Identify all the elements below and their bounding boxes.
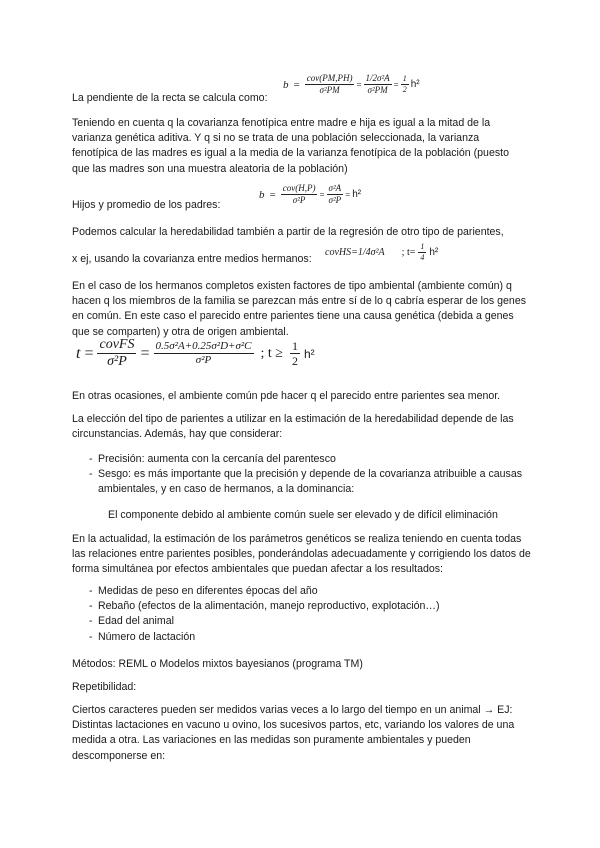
eq1-lhs: b	[283, 78, 289, 91]
paragraph-choice-relatives: La elección del tipo de parientes a utilizar en la estimación de la heredabilidad depende de las circunstancias. Además, hay que considerar:	[72, 413, 514, 441]
paragraph-covariance: Teniendo en cuenta q la covarianza fenotípica entre madre e hija es igual a la mitad de la varianza genética aditiva. Y q si no se trata de una población seleccionada, la varianza fenotípica de las madres es igual a la media de la varianza fenotípica de la población (puesto que las madres son una muestra aleatoria de la población)	[72, 117, 509, 175]
eq1-fraction-1: $\frac{\text{cov(PM,PH)}}{\text{σ²PM}}$	[306, 73, 353, 95]
list-item: - Medidas de peso en diferentes épocas del año	[72, 584, 532, 599]
paragraph-common-environment: En otras ocasiones, el ambiente común pde hacer q el parecido entre parientes sea menor.	[72, 390, 501, 402]
equation-full-sibs: t = $\frac{\text{covFS}}{\text{σ²P}}$ = $\frac{\text{0.5σ²A+0.25σ²D+σ²C}}{\text{σ²P}}$ ; t ≥ $\frac{1}{2}$ h²	[76, 337, 315, 369]
indented-note: El componente debido al ambiente común suele ser elevado y de difícil eliminación	[108, 509, 498, 521]
eq4-fraction-1: $\frac{\text{covFS}}{\text{σ²P}}$	[99, 337, 135, 369]
eq2-fraction-1: $\frac{\text{cov(H,P)}}{\text{σ²P}}$	[282, 183, 316, 205]
list-item: - Precisión: aumenta con la cercanía del parentesco	[72, 452, 532, 467]
eq3-quarter: $\frac{1}{4}$	[420, 242, 425, 262]
environmental-effects-list	[72, 584, 532, 645]
eq4-fraction-2: $\frac{\text{0.5σ²A+0.25σ²D+σ²C}}{\text{σ²P}}$	[155, 340, 252, 366]
list-item: - Sesgo: es más importante que la precisión y depende de la covarianza atribuible a causas ambientales, y en caso de hermanos, a la dominancia:	[72, 467, 532, 497]
eq1-fraction-2: $\frac{\text{1/2σ²A}}{\text{σ²PM}}$	[365, 73, 390, 95]
equation-slope: b = $\frac{\text{cov(PM,PH)}}{\text{σ²PM}}$ = $\frac{\text{1/2σ²A}}{\text{σ²PM}}$ = $\frac{1}{2}$ h²	[283, 73, 420, 95]
paragraph-full-sibs: En el caso de los hermanos completos existen factores de tipo ambiental (ambiente común) q hacen q los miembros de la familia se parezcan más entre sí de lo q cabría esperar de los genes en común. En este caso el parecido entre parientes tiene una causa genética (debida a genes que se comparten) y otra de origen ambiental.	[72, 280, 527, 338]
list-item: - Edad del animal	[72, 614, 532, 629]
eq2-fraction-2: $\frac{\text{σ²A}}{\text{σ²P}}$	[328, 183, 342, 205]
list-item: - Número de lactación	[72, 630, 532, 645]
paragraph-repeatability: Ciertos caracteres pueden ser medidos varias veces a lo largo del tiempo en un animal → EJ: Distintas lactaciones en vacuno u ovino, los sucesivos partos, etc, variando los valores de una medida a otra. Las variaciones en las medidas son puramente ambientales y pueden descomponerse en:	[72, 704, 515, 762]
paragraph-methods: Métodos: REML o Modelos mixtos bayesianos (programa TM)	[72, 658, 363, 670]
considerations-list	[72, 452, 532, 498]
eq3-lead: x ej, usando la covarianza entre medios hermanos:	[72, 253, 312, 265]
eq4-half: $\frac{1}{2}$	[291, 339, 298, 368]
equation-half-sibs: covHS=1/4σ²A ; t= $\frac{1}{4}$ h²	[325, 242, 439, 262]
paragraph-estimation: En la actualidad, la estimación de los parámetros genéticos se realiza teniendo en cuenta todas las relaciones entre parientes posibles, ponderándolas adecuadamente y corrigiendo los datos de forma simultánea por efectos ambientales que puedan afectar a los resultados:	[72, 533, 531, 576]
eq2-lead: Hijos y promedio de los padres:	[72, 199, 221, 211]
paragraph-other-relatives: Podemos calcular la heredabilidad también a partir de la regresión de otro tipo de parientes,	[72, 226, 504, 238]
section-heading-repeatability: Repetibilidad:	[72, 681, 137, 693]
eq1-half: $\frac{1}{2}$	[402, 74, 407, 94]
list-item: - Rebaño (efectos de la alimentación, manejo reproductivo, explotación…)	[72, 599, 532, 614]
equation-parents: b = $\frac{\text{cov(H,P)}}{\text{σ²P}}$ = $\frac{\text{σ²A}}{\text{σ²P}}$ = h²	[259, 183, 362, 205]
eq1-lead: La pendiente de la recta se calcula como:	[72, 92, 268, 104]
